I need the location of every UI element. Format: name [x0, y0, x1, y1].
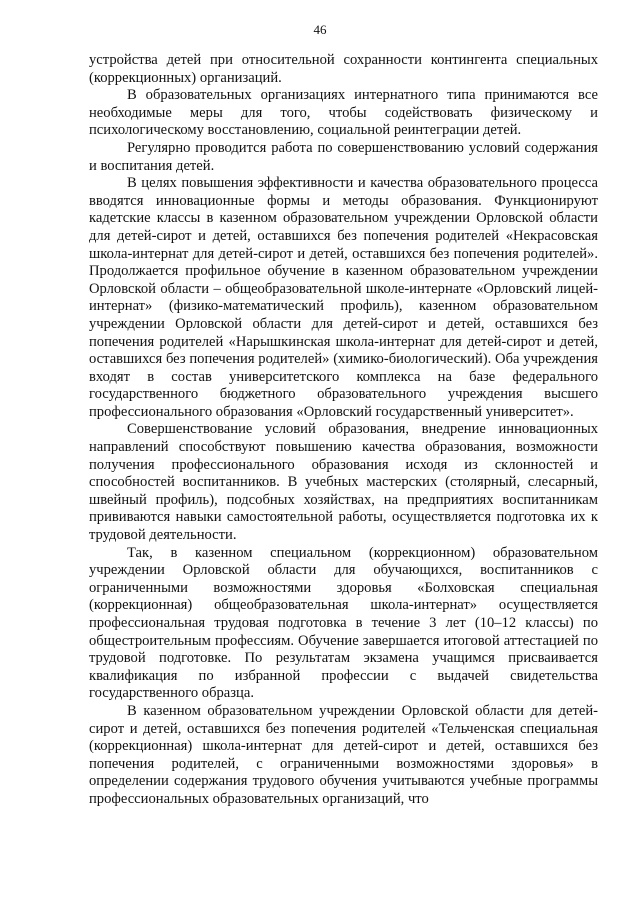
- paragraph-4: В целях повышения эффективности и качества образовательного процесса вводятся инновационные формы и методы образования. Функционируют кадетские классы в казенном образовательном учреждении Орловской области для детей-сирот и детей, оставшихся без попечения родителей «Некрасовская школа-интернат для детей-сирот и детей, оставшихся без попечения родителей». Продолжается профильное обучение в казенном образовательном учреждении Орловской области – общеобразовательной школе-интернате «Орловский лицей-интернат» (физико-математический профиль), казенном образовательном учреждении Орловской области для детей-сирот и детей, оставшихся без попечения родителей «Нарышкинская школа-интернат для детей-сирот и детей, оставшихся без попечения родителей» (химико-биологический). Оба учреждения входят в состав университетского комплекса на базе федерального государственного бюджетного образовательного учреждения высшего профессионального образования «Орловский государственный университет».: [89, 175, 598, 420]
- body-text: [89, 52, 598, 809]
- page-number: 46: [313, 22, 327, 37]
- paragraph-7: В казенном образовательном учреждении Орловской области для детей-сирот и детей, оставшихся без попечения родителей «Тельченская специальная (коррекционная) школа-интернат для детей-сирот и детей, оставшихся без попечения родителей, с ограниченными возможностями здоровья» в определении содержания трудового обучения учитываются учебные программы профессиональных образовательных организаций, что: [89, 702, 598, 807]
- paragraph-6: Так, в казенном специальном (коррекционном) образовательном учреждении Орловской области для обучающихся, воспитанников с ограниченными возможностями здоровья «Болховская специальная (коррекционная) общеобразовательная школа-интернат» осуществляется профессиональная трудовая подготовка в течение 3 лет (10–12 классы) по общестроительным профессиям. Обучение завершается итоговой аттестацией по трудовой подготовке. По результатам экзамена учащимся присваивается квалификация по избранной профессии с выдачей свидетельства государственного образца.: [89, 544, 598, 702]
- paragraph-5: Совершенствование условий образования, внедрение инновационных направлений способствуют повышению качества образования, возможности получения профессионального образования исходя из склонностей и способностей воспитанников. В учебных мастерских (столярный, слесарный, швейный профиль), подсобных хозяйствах, на предприятиях воспитанникам прививаются навыки самостоятельной работы, осуществляется подготовка их к трудовой деятельности.: [89, 421, 598, 544]
- paragraph-3: Регулярно проводится работа по совершенствованию условий содержания и воспитания детей.: [89, 139, 598, 174]
- paragraph-1: устройства детей при относительной сохранности контингента специальных (коррекционных) организаций.: [89, 52, 598, 86]
- paragraph-2: В образовательных организациях интернатного типа принимаются все необходимые меры для того, чтобы содействовать физическому и психологическому восстановлению, социальной реинтеграции детей.: [89, 87, 598, 139]
